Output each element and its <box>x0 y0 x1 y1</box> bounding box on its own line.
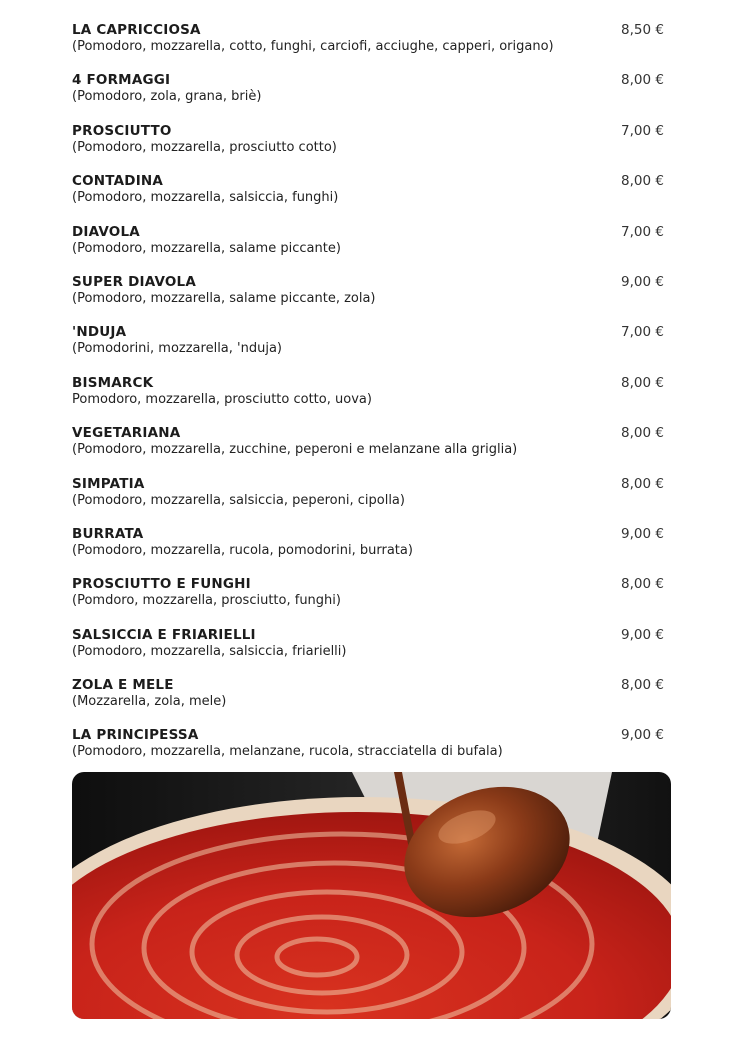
item-price: 8,00 € <box>621 425 664 442</box>
menu-item <box>72 121 672 171</box>
item-price: 9,00 € <box>621 525 664 542</box>
item-description: (Pomodoro, mozzarella, prosciutto cotto) <box>72 139 337 155</box>
menu-item <box>72 272 672 322</box>
item-description: (Pomodoro, mozzarella, salsiccia, friarielli) <box>72 643 347 659</box>
item-description: (Pomodoro, mozzarella, melanzane, rucola, stracciatella di bufala) <box>72 744 503 760</box>
item-description: (Pomodorini, mozzarella, 'nduja) <box>72 341 282 357</box>
item-name: BURRATA <box>72 525 144 542</box>
item-price: 8,00 € <box>621 72 664 89</box>
item-name: DIAVOLA <box>72 223 140 240</box>
pizza-sauce-ladle-icon <box>72 772 671 1019</box>
item-name: ZOLA E MELE <box>72 677 174 694</box>
pizza-sauce-photo <box>72 772 671 1019</box>
menu-item <box>72 322 672 372</box>
item-price: 8,00 € <box>621 173 664 190</box>
item-description: (Pomodoro, mozzarella, salame piccante, zola) <box>72 290 376 306</box>
item-name: PROSCIUTTO E FUNGHI <box>72 576 251 593</box>
item-description: Pomodoro, mozzarella, prosciutto cotto, uova) <box>72 391 372 407</box>
item-price: 8,50 € <box>621 22 664 38</box>
menu-item <box>72 675 672 725</box>
item-name: BISMARCK <box>72 374 154 391</box>
menu-item <box>72 524 672 574</box>
item-price: 7,00 € <box>621 122 664 139</box>
item-description: (Pomodoro, mozzarella, salsiccia, peperoni, cipolla) <box>72 492 405 508</box>
item-description: (Pomodoro, mozzarella, zucchine, peperoni e melanzane alla griglia) <box>72 442 518 458</box>
menu-item <box>72 725 672 775</box>
item-name: LA CAPRICCIOSA <box>72 22 201 38</box>
item-description: (Pomodoro, zola, grana, briè) <box>72 89 262 105</box>
item-description: (Pomodoro, mozzarella, salsiccia, funghi) <box>72 190 339 206</box>
item-price: 9,00 € <box>621 727 664 744</box>
item-price: 9,00 € <box>621 273 664 290</box>
item-price: 9,00 € <box>621 626 664 643</box>
pizza-menu-list <box>72 20 672 776</box>
item-description: (Pomdoro, mozzarella, prosciutto, funghi) <box>72 593 341 609</box>
menu-item <box>72 171 672 221</box>
item-price: 8,00 € <box>621 374 664 391</box>
item-name: PROSCIUTTO <box>72 122 172 139</box>
item-price: 8,00 € <box>621 576 664 593</box>
menu-item <box>72 423 672 473</box>
item-price: 8,00 € <box>621 677 664 694</box>
item-name: SUPER DIAVOLA <box>72 273 196 290</box>
menu-item <box>72 625 672 675</box>
item-price: 7,00 € <box>621 324 664 341</box>
item-name: 4 FORMAGGI <box>72 72 171 89</box>
menu-item <box>72 70 672 120</box>
item-name: SIMPATIA <box>72 475 145 492</box>
menu-item <box>72 474 672 524</box>
item-price: 7,00 € <box>621 223 664 240</box>
item-price: 8,00 € <box>621 475 664 492</box>
item-description: (Pomodoro, mozzarella, salame piccante) <box>72 240 341 256</box>
item-description: (Mozzarella, zola, mele) <box>72 694 227 710</box>
menu-item <box>72 20 672 70</box>
item-name: VEGETARIANA <box>72 425 181 442</box>
menu-item <box>72 373 672 423</box>
item-description: (Pomodoro, mozzarella, rucola, pomodorini, burrata) <box>72 542 413 558</box>
item-description: (Pomodoro, mozzarella, cotto, funghi, carciofi, acciughe, capperi, origano) <box>72 39 554 54</box>
item-name: CONTADINA <box>72 173 164 190</box>
item-name: LA PRINCIPESSA <box>72 727 199 744</box>
menu-item <box>72 222 672 272</box>
item-name: 'NDUJA <box>72 324 127 341</box>
item-name: SALSICCIA E FRIARIELLI <box>72 626 256 643</box>
menu-item <box>72 574 672 624</box>
